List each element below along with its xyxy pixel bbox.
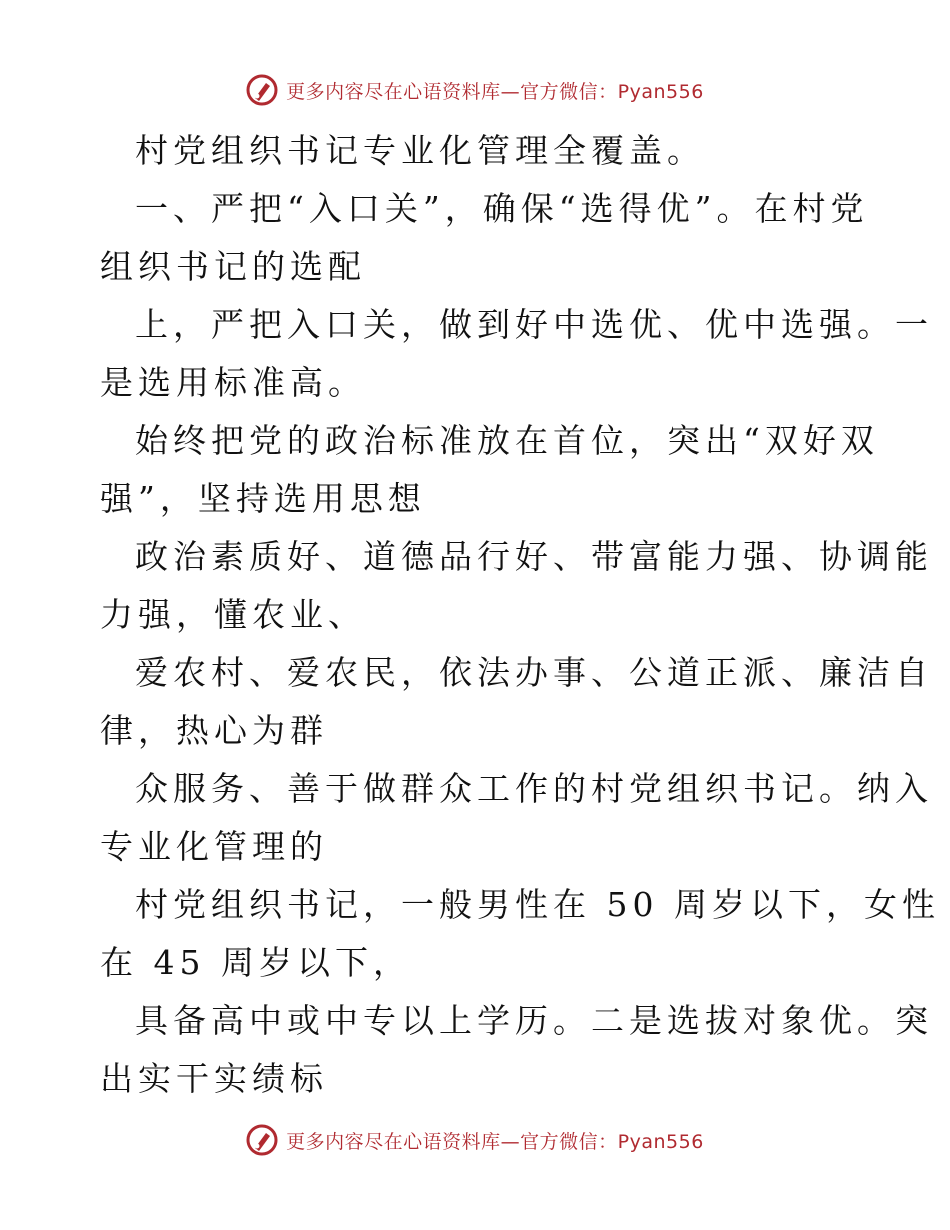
document-body: [100, 122, 940, 1108]
text-line: 律，热心为群: [100, 711, 328, 750]
pen-logo-icon: [246, 1124, 278, 1156]
footer-banner: [0, 1120, 950, 1160]
header-banner: [0, 70, 950, 110]
text-line: 力强，懂农业、: [100, 595, 366, 634]
text-line: 村党组织书记专业化管理全覆盖。: [135, 131, 705, 170]
text-line: 爱农村、爱农民，依法办事、公道正派、廉洁自: [135, 653, 933, 692]
text-line: 组织书记的选配: [100, 247, 366, 286]
banner-text: 更多内容尽在心语资料库—官方微信：Pyan556: [286, 80, 704, 103]
text-line: 一、严把“入口关”，确保“选得优”。在村党: [135, 189, 869, 228]
text-line: 具备高中或中专以上学历。二是选拔对象优。突: [135, 1001, 933, 1040]
text-line: 村党组织书记，一般男性在 50 周岁以下，女性: [135, 885, 940, 924]
pen-logo-icon: [246, 74, 278, 106]
text-line: 在 45 周岁以下，: [100, 943, 411, 982]
text-line: 是选用标准高。: [100, 363, 366, 402]
text-line: 上，严把入口关，做到好中选优、优中选强。一: [135, 305, 933, 344]
text-line: 专业化管理的: [100, 827, 328, 866]
banner-text: 更多内容尽在心语资料库—官方微信：Pyan556: [286, 1130, 704, 1153]
text-line: 众服务、善于做群众工作的村党组织书记。纳入: [135, 769, 933, 808]
text-line: 出实干实绩标: [100, 1059, 328, 1098]
text-line: 政治素质好、道德品行好、带富能力强、协调能: [135, 537, 933, 576]
text-line: 强”，坚持选用思想: [100, 479, 426, 518]
text-line: 始终把党的政治标准放在首位，突出“双好双: [135, 421, 879, 460]
